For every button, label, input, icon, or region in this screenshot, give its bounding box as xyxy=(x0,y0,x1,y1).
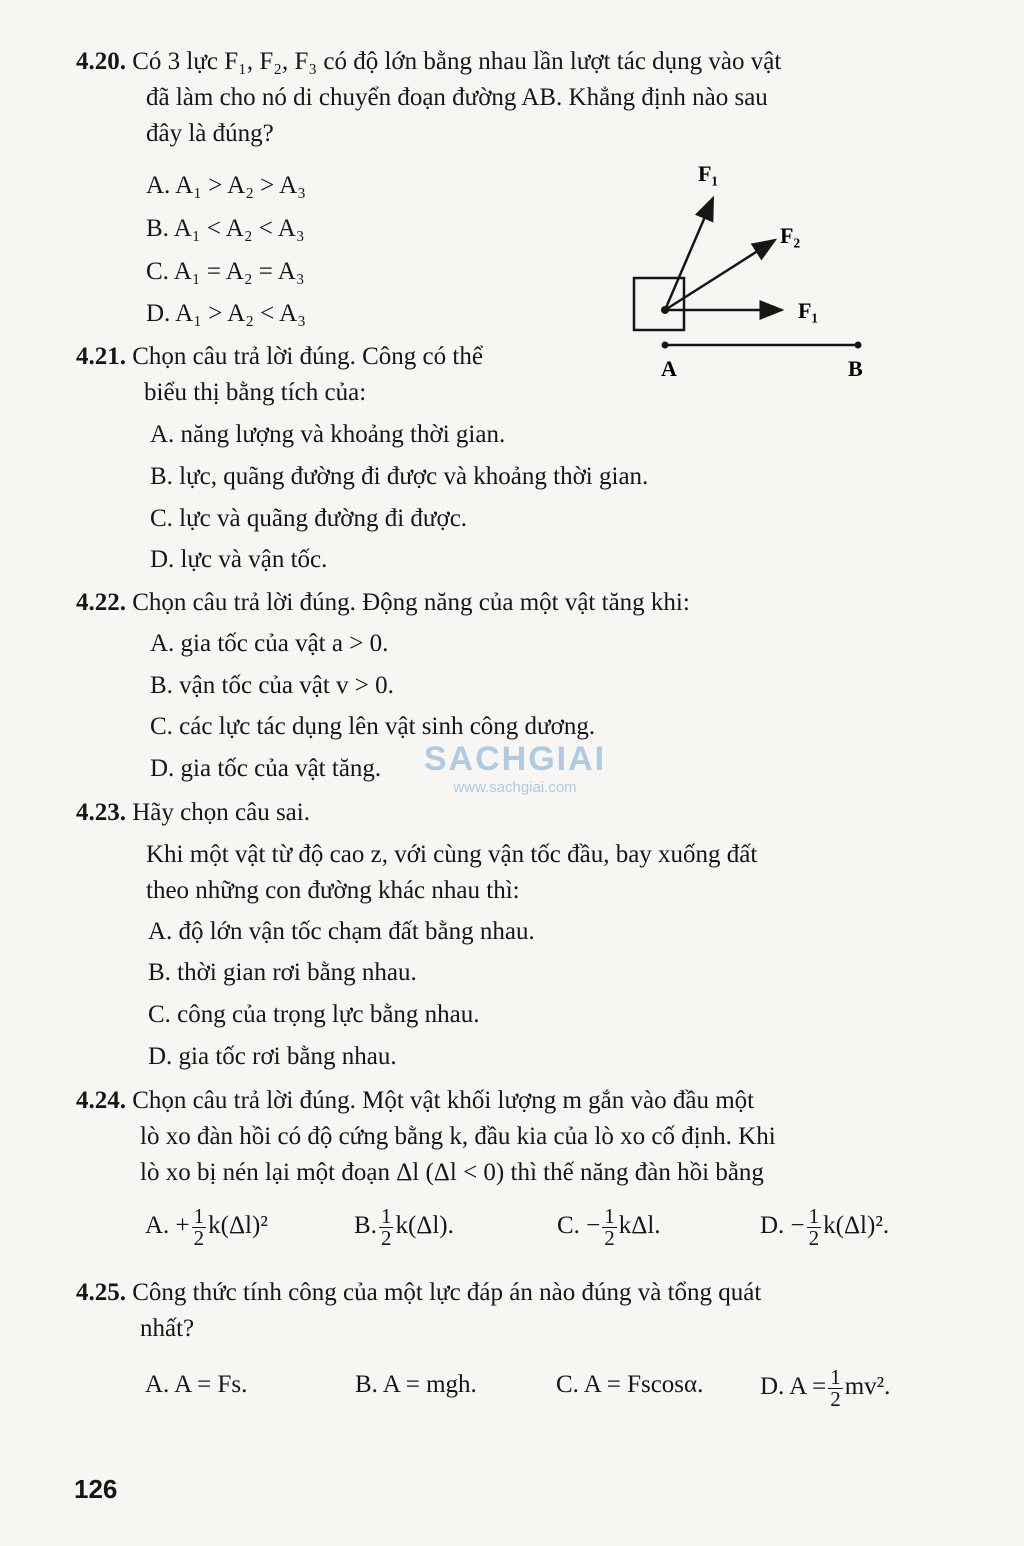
watermark-url: www.sachgiai.com xyxy=(453,779,577,796)
question-number: 4.23. xyxy=(76,799,126,826)
option-a: A. năng lượng và khoảng thời gian. xyxy=(150,421,506,448)
question-stem: Chọn câu trả lời đúng. Một vật khối lượng m gắn vào đầu một xyxy=(132,1087,755,1114)
option-a: A. A₁ > A₂ > A₃ xyxy=(146,172,306,199)
option-expression: kΔl. xyxy=(618,1212,661,1240)
application-point xyxy=(661,306,669,314)
question-4-20 xyxy=(76,44,976,152)
option-label: D. A = xyxy=(760,1373,827,1401)
page-number: 126 xyxy=(74,1474,118,1504)
question-stem: Chọn câu trả lời đúng. Động năng của một vật tăng khi: xyxy=(132,589,690,616)
fraction-numerator: 1 xyxy=(604,1204,615,1228)
question-stem: Có 3 lực F₁, F₂, F₃ có độ lớn bằng nhau lần lượt tác dụng vào vật xyxy=(132,48,782,75)
fraction xyxy=(807,1206,822,1249)
fraction xyxy=(379,1206,394,1249)
option-b: B. lực, quãng đường đi được và khoảng thời gian. xyxy=(150,463,649,490)
question-4-24 xyxy=(76,1083,976,1191)
option-d: D. A₁ > A₂ < A₃ xyxy=(146,300,306,327)
label-b: B xyxy=(848,356,863,381)
fraction-denominator: 2 xyxy=(604,1226,615,1250)
option-b: B. A = mgh. xyxy=(355,1371,477,1398)
option-b: B. A₁ < A₂ < A₃ xyxy=(146,215,305,242)
question-stem-line: biểu thị bằng tích của: xyxy=(144,379,367,406)
question-stem-line: đây là đúng? xyxy=(146,120,274,147)
option-label: C. − xyxy=(557,1212,601,1240)
question-4-23 xyxy=(76,795,976,909)
option-d: D. lực và vận tốc. xyxy=(150,546,328,573)
option-label: A. + xyxy=(145,1212,190,1240)
label-f2: F₂ xyxy=(780,223,801,248)
question-stem: Hãy chọn câu sai. xyxy=(132,799,310,826)
question-stem-line: theo những con đường khác nhau thì: xyxy=(146,877,520,904)
question-number: 4.24. xyxy=(76,1087,126,1114)
option-expression: k(Δl)² xyxy=(208,1212,268,1240)
option-d xyxy=(760,1367,890,1410)
option-a: A. độ lớn vận tốc chạm đất bằng nhau. xyxy=(148,918,535,945)
force-arrow-f1-up xyxy=(665,198,713,310)
question-stem: Chọn câu trả lời đúng. Công có thể xyxy=(132,343,483,370)
question-stem-line: đã làm cho nó di chuyển đoạn đường AB. Khẳng định nào sau xyxy=(146,84,768,111)
fraction-denominator: 2 xyxy=(830,1387,841,1411)
option-expression: k(Δl)². xyxy=(823,1212,890,1240)
question-4-21 xyxy=(76,339,976,411)
option-a: A. A = Fs. xyxy=(145,1371,248,1398)
option-c: C. A₁ = A₂ = A₃ xyxy=(146,258,305,285)
watermark xyxy=(410,740,620,796)
fraction xyxy=(828,1367,843,1410)
option-b xyxy=(354,1206,454,1249)
question-4-25 xyxy=(76,1275,976,1347)
option-b: B. vận tốc của vật v > 0. xyxy=(150,672,394,699)
fraction-denominator: 2 xyxy=(380,1226,392,1250)
fraction-denominator: 2 xyxy=(808,1226,820,1250)
question-stem: Công thức tính công của một lực đáp án nào đúng và tổng quát xyxy=(132,1279,762,1306)
question-number: 4.22. xyxy=(76,589,126,616)
label-a: A xyxy=(661,356,677,381)
question-stem-line: Khi một vật từ độ cao z, với cùng vận tốc đầu, bay xuống đất xyxy=(146,841,758,868)
question-stem-line: lò xo đàn hồi có độ cứng bằng k, đầu kia của lò xo cố định. Khi xyxy=(140,1123,776,1150)
option-c: C. công của trọng lực bằng nhau. xyxy=(148,1001,480,1028)
question-4-22 xyxy=(76,585,976,621)
fraction xyxy=(192,1206,207,1249)
option-d: D. gia tốc rơi bằng nhau. xyxy=(148,1043,397,1070)
fraction-numerator: 1 xyxy=(193,1204,205,1228)
option-a xyxy=(145,1206,268,1249)
question-stem-line: nhất? xyxy=(140,1315,195,1342)
option-expression: k(Δl). xyxy=(395,1212,454,1240)
question-number: 4.21. xyxy=(76,343,126,370)
option-d xyxy=(760,1206,889,1249)
option-c: C. A = Fscosα. xyxy=(556,1371,704,1398)
option-b: B. thời gian rơi bằng nhau. xyxy=(148,959,417,986)
option-a: A. gia tốc của vật a > 0. xyxy=(150,630,389,657)
option-c: C. các lực tác dụng lên vật sinh công dương. xyxy=(150,713,596,740)
question-stem-line: lò xo bị nén lại một đoạn Δl (Δl < 0) thì thế năng đàn hồi bằng xyxy=(140,1159,764,1186)
watermark-brand: SACHGIAI xyxy=(423,740,607,778)
option-expression: mv². xyxy=(844,1373,891,1401)
label-f1-right: F₁ xyxy=(798,298,819,323)
option-label: B. xyxy=(354,1212,377,1240)
fraction xyxy=(602,1206,617,1249)
fraction-denominator: 2 xyxy=(193,1226,205,1250)
option-d: D. gia tốc của vật tăng. xyxy=(150,755,382,782)
fraction-numerator: 1 xyxy=(808,1204,820,1228)
option-c xyxy=(557,1206,661,1249)
option-label: D. − xyxy=(760,1212,805,1240)
question-number: 4.20. xyxy=(76,48,126,75)
fraction-numerator: 1 xyxy=(380,1204,392,1228)
option-c: C. lực và quãng đường đi được. xyxy=(150,505,468,532)
label-f1-top: F₁ xyxy=(698,161,719,186)
force-arrow-f2 xyxy=(665,240,775,310)
fraction-numerator: 1 xyxy=(830,1365,841,1389)
question-number: 4.25. xyxy=(76,1279,126,1306)
